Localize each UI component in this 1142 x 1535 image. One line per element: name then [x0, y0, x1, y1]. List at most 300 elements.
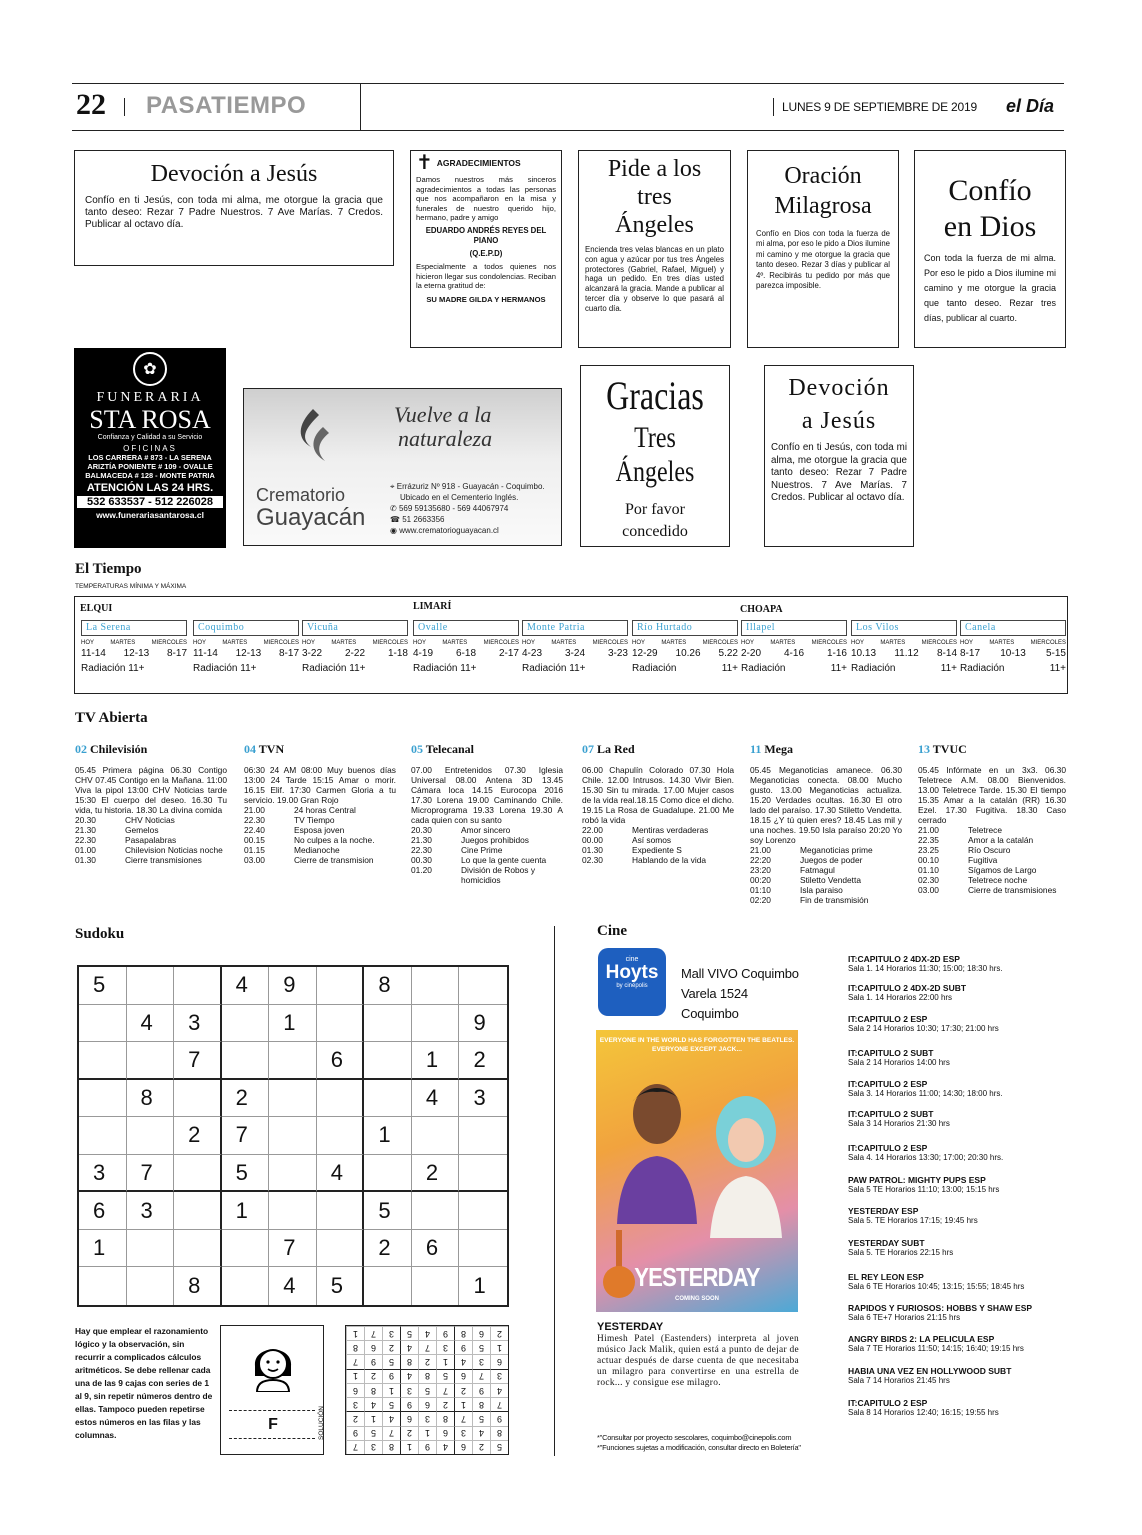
crematorio-phones: 569 59135680 - 569 44067974	[398, 504, 509, 513]
solution-cell: 1	[364, 1411, 382, 1425]
weather-day-label: MARTES	[989, 640, 1015, 646]
weather-city-6	[741, 620, 847, 674]
weather-radiation	[81, 663, 187, 674]
tv-schedule-row	[582, 855, 734, 865]
poster-coming-soon: COMING SOON	[674, 1296, 719, 1302]
weather-radiation-label: Radiación 11+	[413, 663, 477, 674]
cine-movie-title: ANGRY BIRDS 2: LA PELICULA ESP	[848, 1334, 995, 1344]
cine-listing	[848, 1238, 953, 1258]
cine-listing	[848, 1109, 950, 1129]
cine-movie-times: Sala 3 14 Horarios 21:30 hrs	[848, 1119, 950, 1128]
tv-program: Esposa joven	[294, 825, 345, 835]
crematorio-address-2: Ubicado en el Cementerio Inglés.	[400, 493, 519, 502]
solution-cell: 1	[382, 1383, 400, 1397]
tv-time: 01.30	[75, 855, 96, 865]
sudoku-cell[interactable]	[174, 1230, 222, 1268]
weather-day-label: HOY	[851, 640, 865, 646]
solution-cell: 5	[490, 1440, 508, 1454]
solution-cell: 7	[436, 1383, 454, 1397]
sudoku-cell[interactable]	[79, 1117, 127, 1155]
tv-program: Chilevision Noticias noche	[125, 845, 223, 855]
cine-movie-title: IT:CAPITULO 2 4DX-2D SUBT	[848, 983, 967, 993]
sudoku-cell[interactable]	[459, 967, 507, 1005]
sudoku-cell[interactable]: 2	[174, 1117, 222, 1155]
sudoku-cell[interactable]	[364, 1005, 412, 1043]
sudoku-cell[interactable]: 2	[364, 1230, 412, 1268]
sudoku-cell[interactable]: 4	[317, 1155, 365, 1193]
prayer-gracias-angeles	[580, 365, 730, 547]
cine-movie-times: Sala 5. TE Horarios 17:15; 19:45 hrs	[848, 1216, 978, 1225]
sudoku-cell[interactable]	[269, 1155, 317, 1193]
tv-time: 00.00	[582, 835, 603, 845]
tv-time: 01.20	[411, 865, 432, 875]
solution-cell: 4	[400, 1340, 418, 1354]
weather-temp: 1-16	[826, 648, 847, 659]
solution-cell: 1	[400, 1440, 418, 1454]
tv-schedule-row	[750, 865, 902, 875]
weather-temp: 3-23	[607, 648, 628, 659]
solution-cell: 8	[364, 1383, 382, 1397]
solution-cell: 6	[490, 1354, 508, 1368]
sudoku-cell[interactable]	[174, 1155, 222, 1193]
funeraria-web: www.funerariasantarosa.cl	[96, 510, 204, 520]
sudoku-cell[interactable]	[364, 1080, 412, 1118]
sudoku-cell[interactable]	[459, 1155, 507, 1193]
tv-program: 24 horas Central	[294, 805, 356, 815]
sudoku-cell[interactable]: 4	[269, 1267, 317, 1305]
cine-movie-times: Sala 5. TE Horarios 22:15 hrs	[848, 1248, 954, 1257]
solution-cell: 6	[472, 1326, 490, 1340]
tv-channel-name: Telecanal	[425, 742, 475, 756]
weather-temp: 8-17	[278, 648, 299, 659]
tv-program: Amor a la catalán	[968, 835, 1034, 845]
sudoku-cell[interactable]: 8	[127, 1080, 175, 1118]
solution-cell: 3	[346, 1397, 364, 1411]
weather-radiation	[960, 663, 1066, 674]
weather-day-label: MARTES	[222, 640, 248, 646]
sudoku-cell[interactable]: 1	[79, 1230, 127, 1268]
weather-day-label: MARTES	[110, 640, 136, 646]
tv-schedule-row	[244, 845, 396, 855]
sudoku-cell[interactable]	[222, 1230, 270, 1268]
weather-values	[81, 648, 187, 659]
sudoku-cell[interactable]: 3	[174, 1005, 222, 1043]
weather-temp: 3-24	[564, 648, 585, 659]
solution-cell: 4	[454, 1354, 472, 1368]
tv-program: Juegos de poder	[800, 855, 863, 865]
weather-day-label: MIERCOLES	[372, 640, 408, 646]
sudoku-cell[interactable]: 6	[79, 1192, 127, 1230]
tv-program: Amor sincero	[461, 825, 511, 835]
solution-cell: 5	[472, 1411, 490, 1425]
weather-radiation	[741, 663, 847, 674]
prayer-body: Confío en ti Jesús, con toda mi alma, me otorgue la gracia que tanto deseo: Rezar 7 Padre Nuestros. 7 Ave Marías. 7 Credos. Publicar al octavo día.	[771, 442, 907, 504]
cine-movie-times: Sala 7 14 Horarios 21:45 hrs	[848, 1376, 950, 1385]
tv-time: 01.15	[244, 845, 265, 855]
tv-channel-name: La Red	[597, 742, 635, 756]
solution-cell: 4	[490, 1383, 508, 1397]
weather-region: ELQUI	[80, 603, 113, 614]
weather-day-label: MARTES	[770, 640, 796, 646]
weather-city-5	[632, 620, 738, 674]
tv-schedule-row	[411, 865, 563, 885]
sudoku-cell[interactable]: 7	[222, 1117, 270, 1155]
tv-schedule-row	[75, 835, 227, 845]
solution-cell: 7	[418, 1340, 436, 1354]
tv-schedule-row	[411, 855, 563, 865]
cine-movie-title: IT:CAPITULO 2 ESP	[848, 1398, 928, 1408]
hoyts-logo-main: Hoyts	[605, 962, 659, 983]
tv-channel-number: 07	[582, 742, 594, 756]
tv-channel-name: TVN	[258, 742, 285, 756]
gracias-line: Por favor	[625, 501, 685, 518]
sudoku-cell[interactable]: 3	[127, 1192, 175, 1230]
sudoku-cell[interactable]	[79, 1005, 127, 1043]
cine-listing	[848, 1272, 1024, 1292]
solution-cell: 6	[418, 1397, 436, 1411]
sudoku-cell[interactable]: 4	[127, 1005, 175, 1043]
cine-listing	[848, 1079, 1003, 1099]
solution-cell: 6	[454, 1369, 472, 1383]
sudoku-cell[interactable]: 2	[222, 1080, 270, 1118]
sudoku-cell[interactable]	[317, 1080, 365, 1118]
weather-values	[193, 648, 299, 659]
tv-channel-header	[750, 742, 902, 757]
tv-program: TV Tiempo	[294, 815, 335, 825]
tv-program: Pasapalabras	[125, 835, 177, 845]
prayer-oracion-milagrosa	[747, 150, 899, 348]
prayer-title-line: en Dios	[943, 210, 1037, 243]
header-divider-3	[773, 98, 774, 116]
tv-program: Así somos	[632, 835, 672, 845]
crematorio-web: www.crematorioguayacan.cl	[399, 526, 499, 535]
sudoku-cell[interactable]	[412, 967, 460, 1005]
solution-cell: 5	[382, 1354, 400, 1368]
sudoku-cell[interactable]: 7	[269, 1230, 317, 1268]
sudoku-cell[interactable]	[127, 1230, 175, 1268]
prayer-title-line: Ángeles	[615, 212, 694, 238]
cine-movie-times: Sala 4. 14 Horarios 13:30; 17:00; 20:30 hrs.	[848, 1153, 1004, 1162]
crematorio-address: Errázuriz Nº 918 - Guayacán - Coquimbo.	[396, 482, 545, 491]
tv-channel-number: 13	[918, 742, 930, 756]
weather-temp: 10-13	[1000, 648, 1026, 659]
tv-time: 00.10	[918, 855, 939, 865]
prayer-title-line: Milagrosa	[774, 193, 872, 219]
weather-day-label: MIERCOLES	[702, 640, 738, 646]
solution-cell: 2	[400, 1426, 418, 1440]
sudoku-cell[interactable]	[127, 967, 175, 1005]
funeraria-ad	[74, 348, 226, 548]
sudoku-cell[interactable]: 6	[412, 1230, 460, 1268]
tv-schedule-row	[244, 825, 396, 835]
tv-program: Lo que la gente cuenta	[461, 855, 547, 865]
cine-movie-times: Sala 6 TE Horarios 10:45; 13:15; 15:55; 18:45 hrs	[848, 1282, 1025, 1291]
sudoku-cell[interactable]	[412, 1192, 460, 1230]
solution-cell: 5	[418, 1383, 436, 1397]
sudoku-cell[interactable]	[412, 1005, 460, 1043]
weather-temp: 5-15	[1045, 648, 1066, 659]
tv-channel-name: Mega	[764, 742, 793, 756]
solution-cell: 3	[472, 1354, 490, 1368]
solution-cell: 1	[346, 1326, 364, 1340]
tv-time: 21.00	[244, 805, 265, 815]
weather-days	[81, 640, 187, 646]
sudoku-cell[interactable]	[269, 1117, 317, 1155]
tv-program: Cierre de transmisiones	[968, 885, 1057, 895]
sudoku-cell[interactable]	[127, 1267, 175, 1305]
tv-schedule-row	[918, 885, 1066, 895]
weather-temp: 2-22	[344, 648, 365, 659]
sudoku-title: Sudoku	[75, 926, 125, 942]
sudoku-cell[interactable]	[412, 1117, 460, 1155]
prayer-title-line: Confío	[948, 174, 1032, 207]
tv-time: 21.30	[411, 835, 432, 845]
phone-icon: ☎	[390, 515, 400, 524]
weather-city-name: La Serena	[81, 620, 187, 636]
difficulty-level: F	[268, 1416, 278, 1433]
solution-cell: 2	[472, 1440, 490, 1454]
sudoku-cell[interactable]: 4	[412, 1080, 460, 1118]
tv-schedule-row	[244, 805, 396, 815]
weather-radiation-value: 11+	[830, 663, 847, 674]
sudoku-cell[interactable]: 1	[269, 1005, 317, 1043]
solution-cell: 1	[436, 1354, 454, 1368]
cine-movie-title: IT:CAPITULO 2 ESP	[848, 1143, 928, 1153]
cine-movie-title: IT:CAPITULO 2 SUBT	[848, 1048, 934, 1058]
tv-program: Fin de transmisión	[800, 895, 869, 905]
cine-listing	[848, 1398, 999, 1418]
sudoku-cell[interactable]: 3	[459, 1080, 507, 1118]
tv-time: 22:20	[750, 855, 771, 865]
sudoku-cell[interactable]	[317, 1005, 365, 1043]
column-divider	[554, 926, 555, 1456]
solution-cell: 9	[490, 1411, 508, 1425]
sudoku-cell[interactable]	[174, 1192, 222, 1230]
solution-cell: 8	[346, 1340, 364, 1354]
weather-day-label: MIERCOLES	[811, 640, 847, 646]
weather-radiation-value: 11+	[721, 663, 738, 674]
solution-cell: 2	[490, 1326, 508, 1340]
funeraria-logo-icon: ✿	[133, 352, 167, 386]
prayer-title-line: Pide a los	[607, 156, 702, 182]
tv-schedule-row	[411, 825, 563, 835]
sudoku-cell[interactable]: 8	[174, 1267, 222, 1305]
sudoku-cell[interactable]: 5	[317, 1267, 365, 1305]
sudoku-cell[interactable]	[317, 967, 365, 1005]
solution-cell: 7	[346, 1354, 364, 1368]
tv-schedule-text: 06.00 Chapulín Colorado 07.30 Hola Chile. 12.00 Intrusos. 14.30 Vivir Bien. 15.30 Sin tu mirada. 17.00 Mujer casos de la vida real.18.15 Como dice el dicho. 19.15 La Rosa de Guadalupe. 21.00 Me robó la vida	[582, 765, 734, 825]
sudoku-cell[interactable]: 1	[412, 1042, 460, 1080]
sudoku-cell[interactable]: 4	[222, 967, 270, 1005]
tv-channel-number: 11	[750, 742, 762, 756]
sudoku-cell[interactable]	[127, 1042, 175, 1080]
whatsapp-icon: ✆	[390, 504, 397, 513]
solution-cell: 9	[382, 1369, 400, 1383]
weather-city-name: Río Hurtado	[632, 620, 738, 636]
sudoku-cell[interactable]: 3	[79, 1155, 127, 1193]
sudoku-cell[interactable]: 5	[222, 1155, 270, 1193]
tv-schedule-row	[918, 865, 1066, 875]
cine-listing	[848, 1048, 950, 1068]
funeraria-name-line1: FUNERARIA	[96, 390, 204, 405]
sudoku-cell[interactable]	[364, 1155, 412, 1193]
cine-movie-times: Sala 5 TE Horarios 11:10; 13:00; 15:15 hrs	[848, 1185, 1000, 1194]
cine-note: *"Funciones sujetas a modificación, consultar directo en Boletería"	[597, 1443, 801, 1452]
weather-temp: 12-13	[235, 648, 262, 659]
sudoku-cell[interactable]	[222, 1267, 270, 1305]
cine-movie-title: HABIA UNA VEZ EN HOLLYWOOD SUBT	[848, 1366, 1012, 1376]
crematorio-name-line: Crematorio	[256, 485, 346, 505]
sudoku-cell[interactable]: 5	[79, 967, 127, 1005]
tv-program: Hablando de la vida	[632, 855, 707, 865]
solution-cell: 7	[382, 1426, 400, 1440]
sudoku-cell[interactable]	[317, 1192, 365, 1230]
weather-temp: 6-18	[455, 648, 476, 659]
tv-schedule-row	[75, 815, 227, 825]
solution-cell: 4	[436, 1440, 454, 1454]
tv-time: 21.00	[918, 825, 939, 835]
cine-venue	[681, 964, 799, 1024]
sudoku-cell[interactable]: 1	[364, 1117, 412, 1155]
sudoku-cell[interactable]	[317, 1230, 365, 1268]
tv-time: 22.40	[244, 825, 265, 835]
weather-values	[522, 648, 628, 659]
sudoku-cell[interactable]: 6	[317, 1042, 365, 1080]
sudoku-cell[interactable]: 9	[459, 1005, 507, 1043]
tv-program: Fugitiva	[968, 855, 998, 865]
tv-program: Teletrece	[968, 825, 1002, 835]
agradecimientos-qepd: (Q.E.P.D)	[469, 248, 503, 258]
sudoku-cell[interactable]: 9	[269, 967, 317, 1005]
agradecimientos-box	[410, 150, 562, 348]
weather-day-label: MIERCOLES	[483, 640, 519, 646]
cine-title: Cine	[597, 923, 627, 939]
prayer-title-line: Devoción	[788, 375, 890, 401]
cine-movie-title: IT:CAPITULO 2 SUBT	[848, 1109, 934, 1119]
sudoku-cell[interactable]	[79, 1080, 127, 1118]
solution-cell: 8	[472, 1397, 490, 1411]
difficulty-line	[229, 1410, 315, 1411]
sudoku-cell[interactable]	[364, 1042, 412, 1080]
poster-figure-woman	[700, 1088, 792, 1238]
solution-cell: 5	[400, 1326, 418, 1340]
cine-listing	[848, 1366, 1011, 1386]
weather-city-4	[522, 620, 628, 674]
tv-program: CHV Noticias	[125, 815, 175, 825]
sudoku-cell[interactable]	[79, 1042, 127, 1080]
solution-cell: 4	[418, 1326, 436, 1340]
solution-cell: 9	[400, 1397, 418, 1411]
solution-cell: 2	[382, 1340, 400, 1354]
solution-cell: 6	[436, 1426, 454, 1440]
sudoku-cell[interactable]	[79, 1267, 127, 1305]
weather-radiation-value: 11+	[1049, 663, 1066, 674]
sudoku-cell[interactable]: 2	[412, 1155, 460, 1193]
cine-listing	[848, 954, 1003, 974]
sudoku-cell[interactable]	[269, 1192, 317, 1230]
weather-city-name: Illapel	[741, 620, 847, 636]
sudoku-cell[interactable]	[459, 1117, 507, 1155]
prayer-body: Confío en ti Jesús, con toda mi alma, me otorgue la gracia que tanto deseo: Rezar 7 Padre Nuestros. 7 Ave Marías. 7 Credos. Publicar al octavo día.	[85, 194, 383, 230]
tv-time: 02.30	[582, 855, 603, 865]
weather-radiation	[302, 663, 408, 674]
sudoku-cell[interactable]	[364, 1267, 412, 1305]
solution-cell: 3	[418, 1411, 436, 1425]
sudoku-cell[interactable]: 7	[127, 1155, 175, 1193]
solution-cell: 2	[364, 1369, 382, 1383]
tv-time: 00.15	[244, 835, 265, 845]
solution-cell: 3	[400, 1383, 418, 1397]
sudoku-cell[interactable]	[317, 1117, 365, 1155]
solution-cell: 3	[454, 1426, 472, 1440]
weather-day-label: MIERCOLES	[151, 640, 187, 646]
sudoku-cell[interactable]	[459, 1230, 507, 1268]
sudoku-cell[interactable]: 1	[473, 1273, 486, 1299]
solution-cell: 9	[454, 1340, 472, 1354]
cine-listing	[848, 1303, 1032, 1323]
sudoku-cell[interactable]: 5	[364, 1192, 412, 1230]
tv-schedule-row	[411, 845, 563, 855]
tv-schedule-row	[918, 845, 1066, 855]
sudoku-cell[interactable]	[412, 1267, 460, 1305]
tv-time: 22.30	[244, 815, 265, 825]
difficulty-line	[229, 1438, 315, 1439]
sudoku-cell[interactable]: 2	[459, 1042, 507, 1080]
sudoku-cell[interactable]: 8	[364, 967, 412, 1005]
weather-days	[632, 640, 738, 646]
tv-channel-number: 04	[244, 742, 256, 756]
header-date: LUNES 9 DE SEPTIEMBRE DE 2019	[782, 100, 977, 114]
cine-movie-times: Sala 8 14 Horarios 12:40; 16:15; 19:55 hrs	[848, 1408, 999, 1417]
solution-cell: 8	[436, 1411, 454, 1425]
solution-cell: 8	[382, 1440, 400, 1454]
sudoku-cell[interactable]	[222, 1005, 270, 1043]
weather-city-name: Ovalle	[413, 620, 519, 636]
sudoku-cell[interactable]	[222, 1042, 270, 1080]
sudoku-cell[interactable]	[174, 967, 222, 1005]
sudoku-cell[interactable]	[269, 1042, 317, 1080]
cine-listing	[848, 1206, 978, 1226]
tv-channel-number: 05	[411, 742, 423, 756]
sudoku-cell[interactable]	[174, 1080, 222, 1118]
tv-program: Fatmagul	[800, 865, 835, 875]
weather-radiation-label: Radiación 11+	[193, 663, 257, 674]
solution-cell: 5	[382, 1397, 400, 1411]
sudoku-cell[interactable]: 1	[222, 1192, 270, 1230]
sudoku-cell[interactable]: 7	[174, 1042, 222, 1080]
sudoku-cell[interactable]	[269, 1080, 317, 1118]
tv-time: 03.00	[918, 885, 939, 895]
difficulty-box	[220, 1325, 324, 1455]
sudoku-cell[interactable]	[459, 1192, 507, 1230]
face-icon	[247, 1336, 299, 1392]
solution-cell: 6	[454, 1440, 472, 1454]
tv-channel-header	[244, 742, 396, 757]
weather-city-name: Los Vilos	[851, 620, 957, 636]
cine-listing	[848, 983, 966, 1003]
sudoku-cell[interactable]	[127, 1117, 175, 1155]
solution-cell: 2	[418, 1354, 436, 1368]
tv-schedule-row	[244, 815, 396, 825]
weather-day-label: HOY	[81, 640, 95, 646]
weather-city-3	[413, 620, 519, 674]
weather-values	[960, 648, 1066, 659]
weather-radiation	[632, 663, 738, 674]
gracias-subtitle: Tres Ángeles	[615, 421, 695, 488]
solution-cell: 9	[472, 1383, 490, 1397]
weather-temp: 1-18	[387, 648, 408, 659]
tv-time: 23.25	[918, 845, 939, 855]
